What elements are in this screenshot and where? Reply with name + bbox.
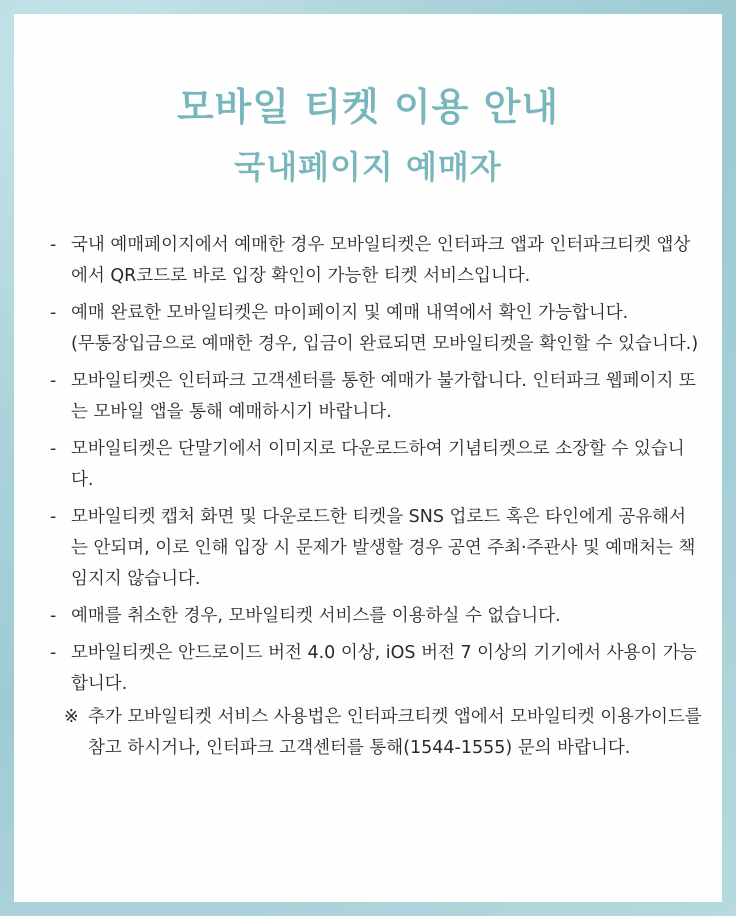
- page-subtitle: 국내페이지 예매자: [234, 148, 502, 186]
- bullet-dash: -: [50, 643, 57, 663]
- list-item: [50, 638, 702, 700]
- item-text: 모바일티켓은 인터파크 고객센터를 통한 예매가 불가합니다. 인터파크 웹페이지 또는 모바일 앱을 통해 예매하시기 바랍니다.: [71, 371, 696, 422]
- item-subtext: (무통장입금으로 예매한 경우, 입금이 완료되면 모바일티켓을 확인할 수 있습니다.): [71, 334, 699, 354]
- bullet-dash: -: [50, 371, 57, 391]
- notice-list: [50, 230, 702, 764]
- list-item: [50, 298, 702, 360]
- reference-mark-icon: ※: [64, 707, 79, 727]
- item-text: 모바일티켓은 안드로이드 버전 4.0 이상, iOS 버전 7 이상의 기기에서 사용이 가능합니다.: [71, 643, 697, 694]
- bullet-dash: -: [50, 507, 57, 527]
- bullet-dash: -: [50, 606, 57, 626]
- bullet-dash: -: [50, 235, 57, 255]
- page-title: 모바일 티켓 이용 안내: [176, 85, 560, 129]
- list-item: [50, 230, 702, 292]
- note-text: 추가 모바일티켓 서비스 사용법은 인터파크티켓 앱에서 모바일티켓 이용가이드를 참고 하시거나, 인터파크 고객센터를 통해(1544-1555) 문의 바랍니다.: [88, 707, 702, 758]
- bullet-dash: -: [50, 439, 57, 459]
- list-item: [50, 366, 702, 428]
- item-text: 예매를 취소한 경우, 모바일티켓 서비스를 이용하실 수 없습니다.: [71, 606, 561, 626]
- bullet-dash: -: [50, 303, 57, 323]
- item-text: 예매 완료한 모바일티켓은 마이페이지 및 예매 내역에서 확인 가능합니다.: [71, 303, 629, 323]
- item-text: 모바일티켓 캡처 화면 및 다운로드한 티켓을 SNS 업로드 혹은 타인에게 공유해서는 안되며, 이로 인해 입장 시 문제가 발생할 경우 공연 주최·주관사 및 예매처는 책임지지 않습니다.: [71, 507, 696, 589]
- list-item: [50, 434, 702, 496]
- item-text: 모바일티켓은 단말기에서 이미지로 다운로드하여 기념티켓으로 소장할 수 있습니다.: [71, 439, 685, 490]
- notice-card: [14, 14, 722, 902]
- list-item: [50, 601, 702, 632]
- additional-note: [50, 702, 702, 764]
- list-item: [50, 502, 702, 595]
- item-text: 국내 예매페이지에서 예매한 경우 모바일티켓은 인터파크 앱과 인터파크티켓 앱상에서 QR코드로 바로 입장 확인이 가능한 티켓 서비스입니다.: [71, 235, 691, 286]
